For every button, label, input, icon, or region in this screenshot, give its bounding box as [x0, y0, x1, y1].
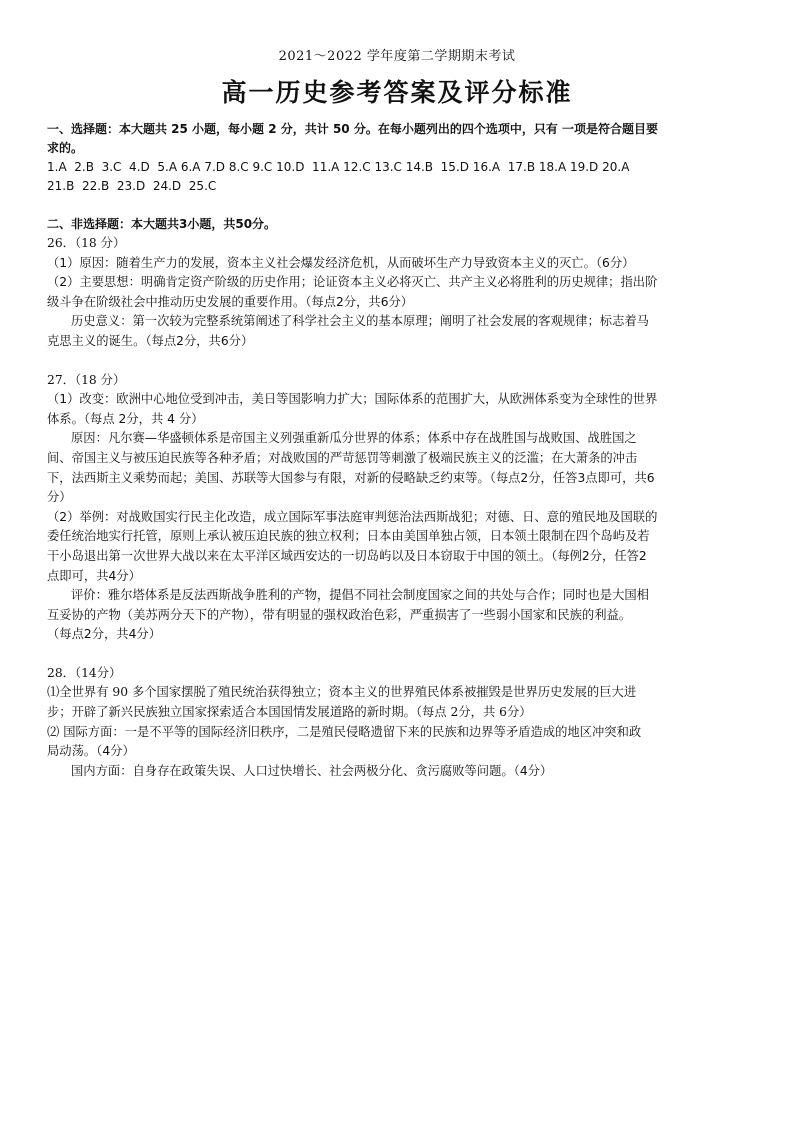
section1-heading-line2: 求的。	[47, 141, 84, 155]
q28-line: 局动荡。（4分）	[47, 744, 135, 759]
q27-line: 干小岛退出第一次世界大战以来在太平洋区域西安达的一切岛屿以及日本窃取于中国的领土。（每例2分，任答2	[47, 548, 647, 563]
exam-subtitle: 2021～2022 学年度第二学期期末考试	[278, 49, 516, 64]
answer-key-line1: 1.A 2.B 3.C 4.D 5.A 6.A 7.D 8.C 9.C 10.D 11.A 12.C 13.C 14.B 15.D 16.A 17.B 18.A 19.D 20.A	[47, 160, 630, 174]
q26-line: 级斗争在阶级社会中推动历史发展的重要作用。（每点2分，共6分）	[47, 294, 414, 309]
q26-line: 克思主义的诞生。（每点2分，共6分）	[47, 333, 254, 348]
q27-line: 下，法西斯主义乘势而起；美国、苏联等大国参与有限，对新的侵略缺乏约束等。（每点2分，任答3点即可，共6	[47, 470, 655, 485]
q27-line: （2）举例：对战败国实行民主化改造，成立国际军事法庭审判惩治法西斯战犯；对德、日、意的殖民地及国联的	[47, 509, 658, 524]
q26-line: （2）主要思想：明确肯定资产阶级的历史作用；论证资本主义必将灭亡、共产主义必将胜利的历史规律；指出阶	[47, 275, 658, 290]
section1-heading-line1: 一、选择题：本大题共 25 小题，每小题 2 分，共计 50 分。在每小题列出的四个选项中，只有 一项是符合题目要	[47, 122, 658, 136]
q26-title: 26．（18 分）	[47, 236, 126, 250]
q27-line: 间、帝国主义与被压迫民族等各种矛盾；对战败国的严苛惩罚等刺激了极端民族主义的泛滥；在大萧条的冲击	[47, 450, 638, 465]
q27-line: （每点2分，共4分）	[47, 627, 162, 642]
q26-line: （1）原因：随着生产力的发展，资本主义社会爆发经济危机，从而破坏生产力导致资本主义的灭亡。（6分）	[47, 255, 635, 270]
q27-line: 委任统治地实行托管，原则上承认被压迫民族的独立权利；日本由美国单独占领，日本领土限制在四个岛屿及若	[47, 529, 650, 544]
q27-title: 27．（18 分）	[47, 372, 126, 387]
document-title: 高一历史参考答案及评分标准	[221, 78, 573, 107]
answer-key-line2: 21.B 22.B 23.D 24.D 25.C	[47, 179, 217, 193]
q26-line: 历史意义：第一次较为完整系统第阐述了科学社会主义的基本原理；阐明了社会发展的客观规律；标志着马	[71, 314, 649, 329]
q27-line: 原因：凡尔赛—华盛顿体系是帝国主义列强重新瓜分世界的体系；体系中存在战胜国与战败国、战胜国之	[71, 431, 637, 446]
q28-line: 步；开辟了新兴民族独立国家探索适合本国国情发展道路的新时期。（每点 2分，共 6分）	[47, 705, 532, 720]
section2-heading: 二、非选择题：本大题共3小题，共50分。	[47, 217, 277, 231]
q28-line: 国内方面：自身存在政策失误、人口过快增长、社会两极分化、贪污腐败等问题。（4分）	[71, 763, 553, 778]
q27-line: （1）改变：欧洲中心地位受到冲击，美日等国影响力扩大；国际体系的范围扩大，从欧洲体系变为全球性的世界	[47, 392, 658, 407]
q27-line: 点即可，共4分）	[47, 568, 141, 583]
q27-line: 互妥协的产物（美苏两分天下的产物），带有明显的强权政治色彩，严重损害了一些弱小国家和民族的利益。	[47, 607, 632, 622]
q28-title: 28．（14分）	[47, 665, 122, 680]
q27-line: 体系。（每点 2分，共 4 分）	[47, 411, 204, 426]
answer-document	[47, 48, 747, 781]
q28-line: ⑵ 国际方面：一是不平等的国际经济旧秩序，二是殖民侵略遗留下来的民族和边界等矛盾造成的地区冲突和政	[47, 724, 642, 739]
q28-line: ⑴全世界有 90 多个国家摆脱了殖民统治获得独立；资本主义的世界殖民体系被摧毁是世界历史发展的巨大进	[47, 685, 637, 700]
q27-line: 评价：雅尔塔体系是反法西斯战争胜利的产物，提倡不同社会制度国家之间的共处与合作；同时也是大国相	[71, 588, 649, 603]
q27-line: 分）	[47, 490, 72, 505]
